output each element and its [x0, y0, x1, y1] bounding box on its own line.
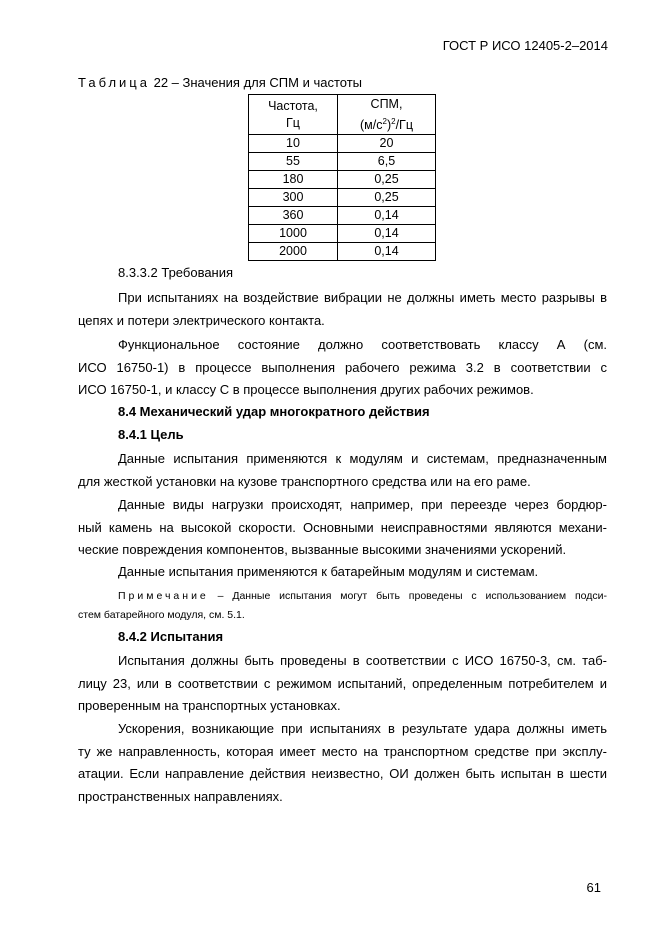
cell-spm: 0,25 [338, 171, 436, 189]
cell-frequency: 180 [249, 171, 338, 189]
note-block [78, 587, 607, 625]
table-caption-text: 22 – Значения для СПМ и частоты [149, 75, 363, 90]
cell-spm: 6,5 [338, 153, 436, 171]
section-8332-heading: 8.3.3.2 Требования [118, 265, 234, 280]
paragraph-test-application: Данные испытания применяются к модулям и системам, предназначенным для жесткой установки на кузове транспортного средства или на его раме. [78, 451, 607, 489]
page-number: 61 [586, 880, 601, 895]
table-header-row [249, 95, 436, 135]
cell-spm: 20 [338, 135, 436, 153]
paragraph-functional-state: Функциональное состояние должно соответствовать классу А (см. ИСО 16750-1) в процессе выполнения рабочего режима 3.2 в соответствии с ИСО 16750-1, и классу С в процессе выполнения других рабочих режимов. [78, 337, 607, 397]
table-row [249, 225, 436, 243]
table-row [249, 135, 436, 153]
header-frequency: Частота, Гц [249, 95, 338, 135]
paragraph-load-types: Данные виды нагрузки происходят, например, при переезде через бордюр- ный камень на высокой скорости. Основными неисправностями являются механи- ческие повреждения компонентов, вызванные высокими значениями ускорений. [78, 497, 607, 557]
note-text-continued: стем батарейного модуля, см. 5.1. [78, 609, 245, 621]
cell-frequency: 1000 [249, 225, 338, 243]
standard-code-header: ГОСТ Р ИСО 12405-2–2014 [442, 38, 608, 53]
spm-frequency-table [248, 94, 436, 261]
section-84-heading: 8.4 Механический удар многократного действия [118, 404, 430, 419]
table-row [249, 189, 436, 207]
cell-frequency: 10 [249, 135, 338, 153]
paragraph-test-procedure: Испытания должны быть проведены в соответствии с ИСО 16750-3, см. таб- лицу 23, или в соответствии с режимом испытаний, определенным потребителем и проверенным на транспортных установках. [78, 653, 607, 713]
table-row [249, 243, 436, 261]
paragraph-vibration-requirements: При испытаниях на воздействие вибрации не должны иметь место разрывы в цепях и потери электрического контакта. [78, 290, 607, 328]
paragraph-battery-modules: Данные испытания применяются к батарейным модулям и системам. [118, 564, 539, 579]
section-842-heading: 8.4.2 Испытания [118, 629, 224, 644]
table-caption [78, 75, 362, 90]
table-row [249, 207, 436, 225]
cell-spm: 0,14 [338, 225, 436, 243]
cell-frequency: 360 [249, 207, 338, 225]
cell-spm: 0,25 [338, 189, 436, 207]
note-label: Примечание [118, 590, 209, 602]
cell-spm: 0,14 [338, 207, 436, 225]
section-841-heading: 8.4.1 Цель [118, 427, 184, 442]
cell-frequency: 55 [249, 153, 338, 171]
paragraph-accelerations: Ускорения, возникающие при испытаниях в результате удара должны иметь ту же направленность, которая имеет место на транспортном средстве при эксплу- атации. Если направление действия неизвестно, ОИ должен быть испытан в шести пространственных направлениях. [78, 721, 607, 804]
table-row [249, 171, 436, 189]
cell-frequency: 300 [249, 189, 338, 207]
header-spm: СПМ, $(м/с^2)^2/Гц$ [338, 95, 436, 135]
table-caption-word: Таблица [78, 75, 150, 90]
note-text: – Данные испытания могут быть проведены с использованием подси- [208, 590, 607, 602]
cell-frequency: 2000 [249, 243, 338, 261]
cell-spm: 0,14 [338, 243, 436, 261]
table-row [249, 153, 436, 171]
